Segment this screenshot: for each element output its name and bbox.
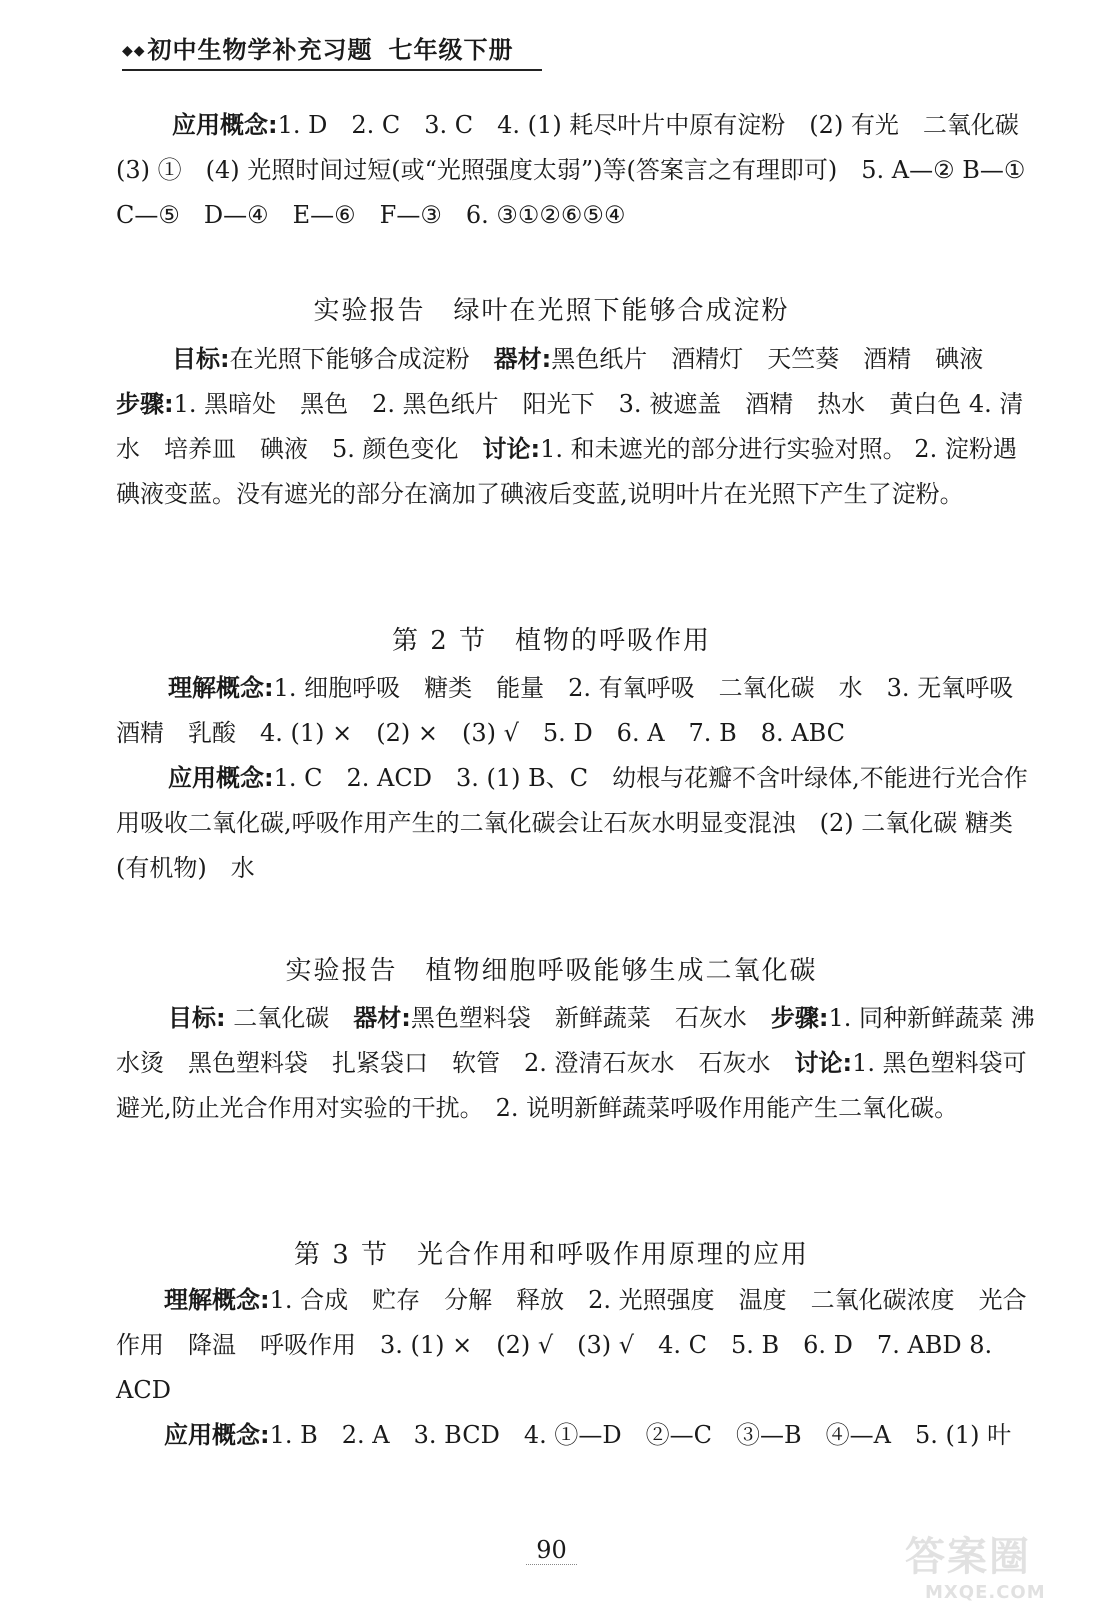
steps-label: 步骤: xyxy=(116,390,174,418)
section-3-understand xyxy=(116,1278,1036,1413)
materials-text: 黑色纸片 酒精灯 天竺葵 酒精 碘液 xyxy=(551,345,984,373)
lab-report-2-body xyxy=(116,996,1036,1131)
discussion-label: 讨论: xyxy=(794,1049,853,1077)
understand-label: 理解概念: xyxy=(164,1286,270,1314)
understand-text: 1. 细胞呼吸 糖类 能量 2. 有氧呼吸 二氧化碳 水 3. 无氧呼吸 酒精 乳酸 4. (1) × (2) × (3) √ 5. D 6. A 7. B 8. ABC xyxy=(116,674,1014,747)
goal-text: 在光照下能够合成淀粉 xyxy=(229,345,494,373)
watermark-main: 答案圈 xyxy=(905,1534,1031,1580)
apply-label: 应用概念: xyxy=(168,764,274,792)
running-header xyxy=(122,30,542,71)
materials-text: 黑色塑料袋 新鲜蔬菜 石灰水 xyxy=(410,1004,771,1032)
discussion-label: 讨论: xyxy=(482,435,541,463)
lab-report-1-title: 实验报告 绿叶在光照下能够合成淀粉 xyxy=(313,296,790,326)
goal-label: 目标: xyxy=(172,345,230,373)
section-3-apply xyxy=(116,1413,1036,1458)
understand-text: 1. 合成 贮存 分解 释放 2. 光照强度 温度 二氧化碳浓度 光合作用 降温 呼吸作用 3. (1) × (2) √ (3) √ 4. C 5. B 6. D 7. ABD 8. ACD xyxy=(116,1286,1027,1404)
section-2-understand xyxy=(116,666,1036,756)
apply-answers: 1. D 2. C 3. C 4. (1) 耗尽叶片中原有淀粉 (2) 有光 二氧化碳 (3) ① (4) 光照时间过短(或“光照强度太弱”)等(答案言之有理即可) 5. A—② B—① C—⑤ D—④ E—⑥ F—③ 6. ③①②⑥⑤④ xyxy=(116,111,1050,229)
discussion-text: 1. 黑色塑料袋可避光,防止光合作用对实验的干扰。 2. 说明新鲜蔬菜呼吸作用能产生二氧化碳。 xyxy=(116,1049,1027,1122)
steps-label: 步骤: xyxy=(770,1004,829,1032)
apply-label: 应用概念: xyxy=(164,1421,270,1449)
lab-report-2-title: 实验报告 植物细胞呼吸能够生成二氧化碳 xyxy=(285,956,818,986)
apply-label: 应用概念: xyxy=(172,111,278,139)
page-number-text: 90 xyxy=(526,1536,577,1565)
goal-label: 目标: xyxy=(168,1004,226,1032)
watermark-logo xyxy=(905,1525,1095,1603)
understand-label: 理解概念: xyxy=(168,674,274,702)
materials-label: 器材: xyxy=(353,1004,411,1032)
apply-text: 1. B 2. A 3. BCD 4. ①—D ②—C ③—B ④—A 5. (1) 叶 xyxy=(269,1421,1012,1449)
grade-label: 七年级下册 xyxy=(388,36,514,64)
apply-concepts-block-1 xyxy=(116,103,1050,238)
discussion-text: 1. 和未遮光的部分进行实验对照。 2. 淀粉遇碘液变蓝。没有遮光的部分在滴加了碘液后变蓝,说明叶片在光照下产生了淀粉。 xyxy=(116,435,1017,508)
apply-text: 1. C 2. ACD 3. (1) B、C 幼根与花瓣不含叶绿体,不能进行光合作用吸收二氧化碳,呼吸作用产生的二氧化碳会让石灰水明显变混浊 (2) 二氧化碳 糖类(有机物) 水 xyxy=(116,764,1028,882)
steps-text: 1. 黑暗处 黑色 2. 黑色纸片 阳光下 3. 被遮盖 酒精 热水 黄白色 4. 清水 培养皿 碘液 5. 颜色变化 xyxy=(116,390,1024,463)
steps-text: 1. 同种新鲜蔬菜 沸水烫 黑色塑料袋 扎紧袋口 软管 2. 澄清石灰水 石灰水 xyxy=(116,1004,1035,1077)
materials-label: 器材: xyxy=(493,345,552,373)
watermark-url: MXQE.COM xyxy=(925,1582,1046,1603)
goal-text: 二氧化碳 xyxy=(225,1004,354,1032)
section-3-title: 第 3 节 光合作用和呼吸作用原理的应用 xyxy=(293,1240,810,1270)
diamond-icon: ◆◆ xyxy=(122,43,146,59)
lab-report-1-body xyxy=(116,337,1036,517)
book-title: 初中生物学补充习题 xyxy=(147,36,373,64)
section-2-title: 第 2 节 植物的呼吸作用 xyxy=(391,626,712,656)
section-2-apply xyxy=(116,756,1036,891)
